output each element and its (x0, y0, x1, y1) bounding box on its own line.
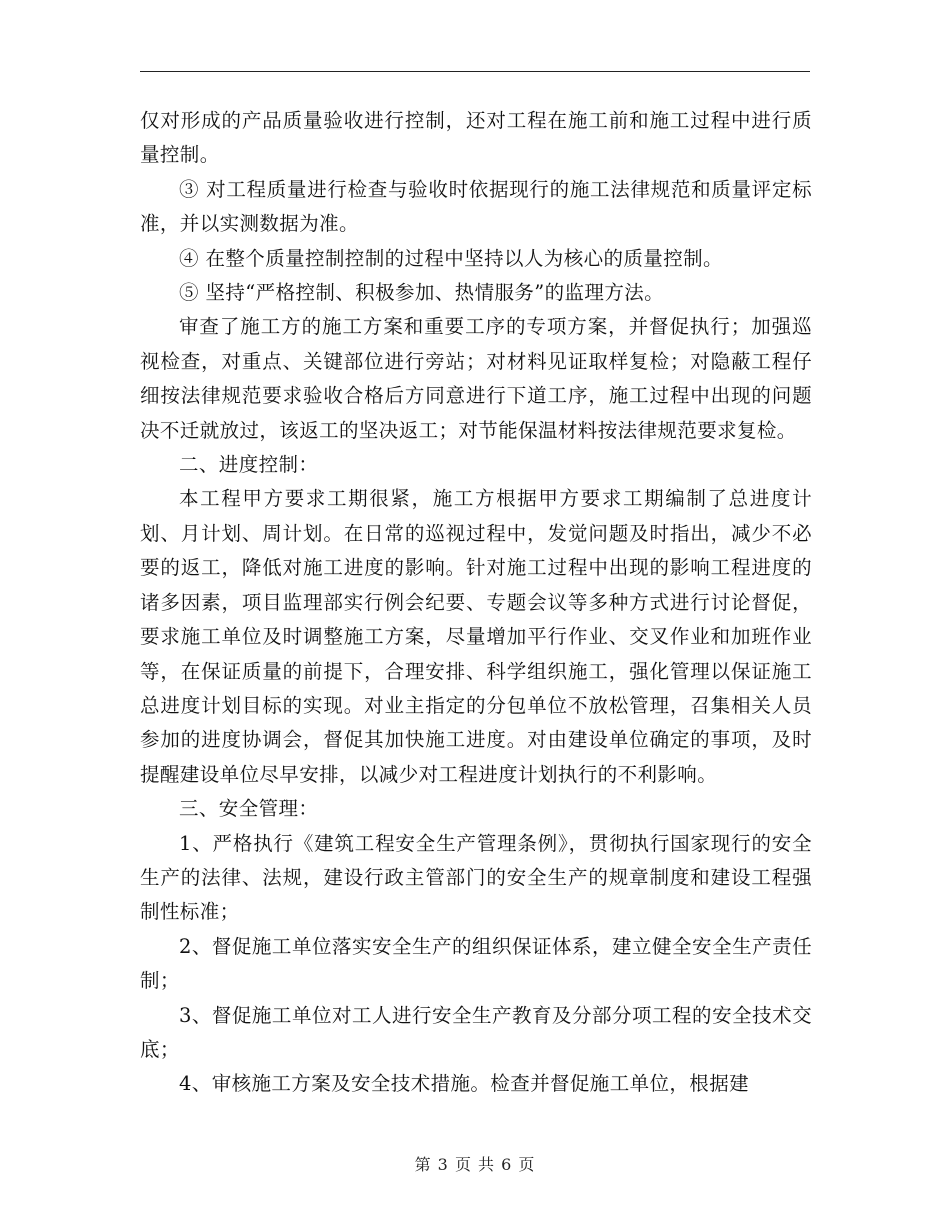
paragraph-item-4: ④ 在整个质量控制控制的过程中坚持以人为核心的质量控制。 (179, 246, 723, 270)
paragraph-continuation: 仅对形成的产品质量验收进行控制，还对工程在施工前和施工过程中进行质量控制。 (140, 109, 812, 167)
header-rule (140, 71, 810, 72)
paragraph-item-3: ③ 对工程质量进行检查与验收时依据现行的施工法律规范和质量评定标准，并以实测数据为准。 (140, 177, 812, 236)
section-heading-schedule: 二、进度控制： (179, 453, 319, 477)
paragraph-safety-1: 1、严格执行《建筑工程安全生产管理条例》，贯彻执行国家现行的安全生产的法律、法规，建设行政主管部门的安全生产的规章制度和建设工程强制性标准； (140, 831, 812, 924)
paragraph-schedule-body: 本工程甲方要求工期很紧，施工方根据甲方要求工期编制了总进度计划、月计划、周计划。在日常的巡视过程中，发觉问题及时指出，减少不必要的返工，降低对施工进度的影响。针对施工过程中出现的影响工程进度的诸多因素，项目监理部实行例会纪要、专题会议等多种方式进行讨论督促，要求施工单位及时调整施工方案，尽量增加平行作业、交叉作业和加班作业等，在保证质量的前提下，合理安排、科学组织施工，强化管理以保证施工总进度计划目标的实现。对业主指定的分包单位不放松管理，召集相关人员参加的进度协调会，督促其加快施工进度。对由建设单位确定的事项，及时提醒建设单位尽早安排，以减少对工程进度计划执行的不利影响。 (140, 487, 812, 786)
paragraph-safety-2: 2、督促施工单位落实安全生产的组织保证体系，建立健全安全生产责任制； (140, 934, 812, 993)
page-number: 第 3 页 共 6 页 (414, 1155, 536, 1174)
paragraph-item-5: ⑤ 坚持“严格控制、积极参加、热情服务”的监理方法。 (179, 281, 665, 305)
document-body (140, 104, 812, 1102)
paragraph-safety-4: 4、审核施工方案及安全技术措施。检查并督促施工单位，根据建 (179, 1072, 750, 1096)
section-heading-safety: 三、安全管理： (179, 797, 319, 821)
paragraph-safety-3: 3、督促施工单位对工人进行安全生产教育及分部分项工程的安全技术交底； (140, 1003, 812, 1061)
paragraph-quality-review: 审查了施工方的施工方案和重要工序的专项方案，并督促执行；加强巡视检查，对重点、关键部位进行旁站；对材料见证取样复检；对隐蔽工程仔细按法律规范要求验收合格后方同意进行下道工序，施工过程中出现的问题决不迁就放过，该返工的坚决返工；对节能保温材料按法律规范要求复检。 (140, 315, 812, 442)
